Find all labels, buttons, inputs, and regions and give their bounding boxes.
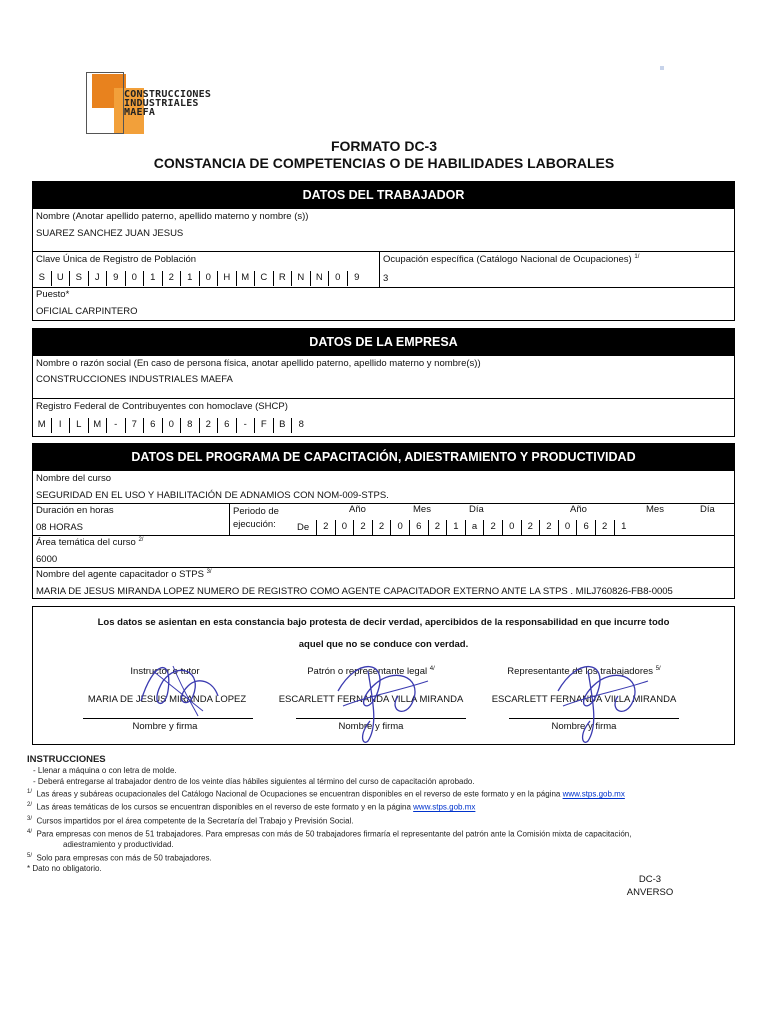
employer-note: 4/	[429, 666, 435, 672]
employer-title: Patrón o representante legal	[307, 666, 428, 678]
instruction-line-1: - Llenar a máquina o con letra de molde.	[33, 766, 177, 775]
agent-value[interactable]: MARIA DE JESUS MIRANDA LOPEZ NUMERO DE REGISTRO COMO AGENTE CAPACITADOR EXTERNO ANTE LA STPS . MILJ760826-FB8-0005	[36, 586, 673, 597]
divider	[33, 287, 734, 288]
workers-rep-title: Representante de los trabajadores	[507, 666, 654, 678]
divider	[33, 535, 734, 536]
instruction-line-7	[27, 851, 717, 864]
instructor-title: Instructor o tutor	[130, 666, 200, 677]
to-month-label: Mes	[646, 504, 664, 515]
note-marker: 2/	[27, 802, 33, 809]
document-title: CONSTANCIA DE COMPETENCIAS O DE HABILIDADES LABORALES	[153, 155, 615, 171]
from-day-cell[interactable]: 2	[429, 520, 448, 535]
to-month-cell[interactable]: 6	[577, 520, 596, 535]
occupation-label	[383, 254, 639, 265]
from-year-cell[interactable]: 2	[373, 520, 392, 535]
rfc-cell[interactable]: 6	[144, 418, 163, 433]
format-title: FORMATO DC-3	[330, 138, 438, 154]
to-day-cell[interactable]: 1	[621, 521, 627, 532]
worker-section-header: DATOS DEL TRABAJADOR	[33, 182, 734, 209]
from-year-label: Año	[349, 504, 366, 515]
from-day-label: Día	[469, 504, 484, 515]
from-year-cell[interactable]: 2	[354, 520, 373, 535]
curp-cell[interactable]: 9	[354, 272, 360, 283]
company-section-header: DATOS DE LA EMPRESA	[33, 329, 734, 356]
instruction-line-3	[27, 787, 717, 800]
stps-link[interactable]: www.stps.gob.mx	[413, 803, 476, 813]
divider	[33, 251, 734, 252]
rfc-cell[interactable]: 0	[163, 418, 182, 433]
divider	[379, 251, 380, 287]
logo-line-2: INDUSTRIALES	[124, 98, 199, 109]
curp-cell[interactable]: H	[218, 271, 237, 286]
course-value[interactable]: SEGURIDAD EN EL USO Y HABILITACIÓN DE ADNAMIOS CON NOM-009-STPS.	[36, 490, 389, 501]
agent-label	[36, 569, 212, 580]
instructions-heading: INSTRUCCIONES	[27, 754, 106, 765]
to-day-label: Día	[700, 504, 715, 515]
curp-cell[interactable]: 0	[126, 271, 145, 286]
divider	[229, 503, 230, 535]
instruction-line-5	[27, 814, 717, 827]
curp-cell[interactable]: R	[274, 271, 293, 286]
period-label-1: Periodo de	[233, 506, 279, 517]
instructor-sign-label: Nombre y firma	[132, 721, 198, 732]
curp-cell[interactable]: C	[255, 271, 274, 286]
rfc-cell[interactable]: 7	[126, 418, 145, 433]
to-year-cell[interactable]: 2	[484, 520, 503, 535]
rfc-cell[interactable]: -	[107, 418, 126, 433]
rfc-cell[interactable]: I	[52, 418, 71, 433]
instruction-text: Cursos impartidos por el área competente de la Secretaría del Trabajo y Previsión Social.	[36, 816, 354, 826]
curp-cell[interactable]: 9	[107, 271, 126, 286]
duration-label: Duración en horas	[36, 505, 114, 516]
footer-code: DC-3	[638, 874, 662, 885]
instruction-line-6b: adiestramiento y productividad.	[63, 840, 174, 850]
period-to-label[interactable]: a	[466, 520, 485, 535]
company-logo	[86, 72, 216, 140]
occupation-label-text: Ocupación específica (Catálogo Nacional de Ocupaciones)	[383, 254, 632, 266]
curp-cell[interactable]: 1	[144, 271, 163, 286]
curp-cell[interactable]: 0	[329, 271, 348, 286]
rfc-label: Registro Federal de Contribuyentes con homoclave (SHCP)	[36, 401, 288, 412]
to-month-cell[interactable]: 0	[559, 520, 578, 535]
from-month-label: Mes	[413, 504, 431, 515]
divider	[33, 398, 734, 399]
note-marker: 5/	[27, 852, 33, 859]
curp-cell[interactable]: 1	[181, 271, 200, 286]
occupation-note: 1/	[634, 254, 640, 260]
logo-line-1: CONSTRUCCIONES	[124, 89, 212, 100]
instruction-line-2: - Deberá entregarse al trabajador dentro de los veinte días hábiles siguientes al término del curso de capacitación aprobado.	[33, 776, 475, 786]
declaration-line-1: Los datos se asientan en esta constancia bajo protesta de decir verdad, apercibidos de la responsabilidad en que incurre todo	[97, 617, 670, 628]
decorative-dot	[660, 66, 664, 70]
worker-section	[32, 181, 735, 321]
from-day-cell[interactable]: 1	[447, 520, 466, 535]
agent-note: 3/	[206, 569, 212, 575]
occupation-value[interactable]: 3	[383, 273, 389, 284]
instruction-text: Para empresas con menos de 51 trabajadores. Para empresas con más de 50 trabajadores firmaría el representante del patrón ante la Comisión mixta de capacitación,	[36, 829, 632, 839]
rfc-cell[interactable]: 8	[298, 419, 304, 430]
area-note: 2/	[138, 537, 144, 543]
note-marker: 3/	[27, 815, 33, 822]
duration-value[interactable]: 08 HORAS	[36, 522, 83, 533]
curp-cell[interactable]: S	[70, 271, 89, 286]
employer-name[interactable]: ESCARLETT FERNANDA VILLA MIRANDA	[278, 694, 464, 705]
curp-cell[interactable]: 2	[163, 271, 182, 286]
period-label-2: ejecución:	[233, 519, 276, 530]
instruction-text: Las áreas temáticas de los cursos se encuentran disponibles en el reverso de este formato y en la página	[36, 803, 411, 813]
curp-cells[interactable]	[33, 271, 366, 286]
footer-side: ANVERSO	[626, 887, 674, 898]
to-year-cell[interactable]: 0	[503, 520, 522, 535]
from-month-cell[interactable]: 6	[410, 520, 429, 535]
worker-name-label: Nombre (Anotar apellido paterno, apellido materno y nombre (s))	[36, 211, 309, 222]
workers-rep-sign-label: Nombre y firma	[551, 721, 617, 732]
curp-cell[interactable]: N	[311, 271, 330, 286]
logo-text	[124, 90, 211, 117]
rfc-cells[interactable]	[33, 418, 311, 433]
declaration-line-2: aquel que no se conduce con verdad.	[298, 639, 469, 650]
course-label: Nombre del curso	[36, 473, 111, 484]
rfc-cell[interactable]: M	[89, 418, 108, 433]
position-label: Puesto*	[36, 289, 70, 300]
divider	[33, 567, 734, 568]
rfc-cell[interactable]: 2	[200, 418, 219, 433]
period-from-label: De	[297, 522, 310, 533]
workers-rep-signature	[548, 651, 658, 746]
from-year-cell[interactable]: 2	[317, 520, 336, 535]
signatures-section	[32, 606, 735, 745]
agent-label-text: Nombre del agente capacitador o STPS	[36, 569, 204, 581]
instruction-text: Solo para empresas con más de 50 trabajadores.	[36, 853, 212, 863]
position-value[interactable]: OFICIAL CARPINTERO	[36, 306, 138, 317]
curp-cell[interactable]: S	[33, 271, 52, 286]
workers-rep-name[interactable]: ESCARLETT FERNANDA VILLA MIRANDA	[491, 694, 677, 705]
workers-rep-note: 5/	[655, 666, 661, 672]
instruction-line-4	[27, 800, 717, 813]
rfc-cell[interactable]: L	[70, 418, 89, 433]
area-label	[36, 537, 143, 548]
rfc-cell[interactable]: 6	[218, 418, 237, 433]
stps-link[interactable]: www.stps.gob.mx	[562, 789, 625, 799]
from-month-cell[interactable]: 0	[391, 520, 410, 535]
rfc-cell[interactable]: B	[274, 418, 293, 433]
company-name-label: Nombre o razón social (En caso de persona física, anotar apellido paterno, apellido materno y nombre(s))	[36, 358, 481, 369]
note-marker: 4/	[27, 828, 33, 835]
divider	[33, 503, 734, 504]
rfc-cell[interactable]: M	[33, 418, 52, 433]
curp-cell[interactable]: J	[89, 271, 108, 286]
to-year-cell[interactable]: 2	[540, 520, 559, 535]
curp-cell[interactable]: 0	[200, 271, 219, 286]
instruction-line-8: * Dato no obligatorio.	[27, 864, 102, 874]
to-year-cell[interactable]: 2	[522, 520, 541, 535]
company-section	[32, 328, 735, 437]
curp-label: Clave Única de Registro de Población	[36, 254, 197, 265]
employer-signature	[328, 651, 438, 746]
logo-square-outline	[86, 72, 124, 134]
logo-line-3: MAEFA	[124, 107, 156, 118]
worker-name-value[interactable]: SUAREZ SANCHEZ JUAN JESUS	[36, 228, 184, 239]
program-section	[32, 443, 735, 599]
program-section-header: DATOS DEL PROGRAMA DE CAPACITACIÓN, ADIESTRAMIENTO Y PRODUCTIVIDAD	[33, 444, 734, 471]
curp-cell[interactable]: N	[292, 271, 311, 286]
instruction-text: Las áreas y subáreas ocupacionales del Catálogo Nacional de Ocupaciones se encuentran disponibles en el reverso de este formato y en la página	[36, 789, 561, 799]
rfc-cell[interactable]: 8	[181, 418, 200, 433]
instructor-name[interactable]: MARIA DE JESUS MIRANDA LOPEZ	[87, 694, 247, 705]
note-marker: 1/	[27, 789, 33, 796]
instructor-signature	[133, 651, 223, 721]
to-day-cell[interactable]: 2	[596, 520, 615, 535]
curp-cell[interactable]: M	[237, 271, 256, 286]
rfc-cell[interactable]: F	[255, 418, 274, 433]
curp-cell[interactable]: U	[52, 271, 71, 286]
company-name-value[interactable]: CONSTRUCCIONES INDUSTRIALES MAEFA	[36, 374, 233, 385]
period-date-cells[interactable]	[316, 520, 633, 535]
instructions	[27, 754, 717, 875]
instruction-line-6	[27, 827, 717, 840]
rfc-cell[interactable]: -	[237, 418, 256, 433]
from-year-cell[interactable]: 0	[336, 520, 355, 535]
area-value[interactable]: 6000	[36, 554, 58, 565]
employer-sign-label: Nombre y firma	[338, 721, 404, 732]
to-year-label: Año	[570, 504, 587, 515]
area-label-text: Área temática del curso	[36, 537, 136, 549]
